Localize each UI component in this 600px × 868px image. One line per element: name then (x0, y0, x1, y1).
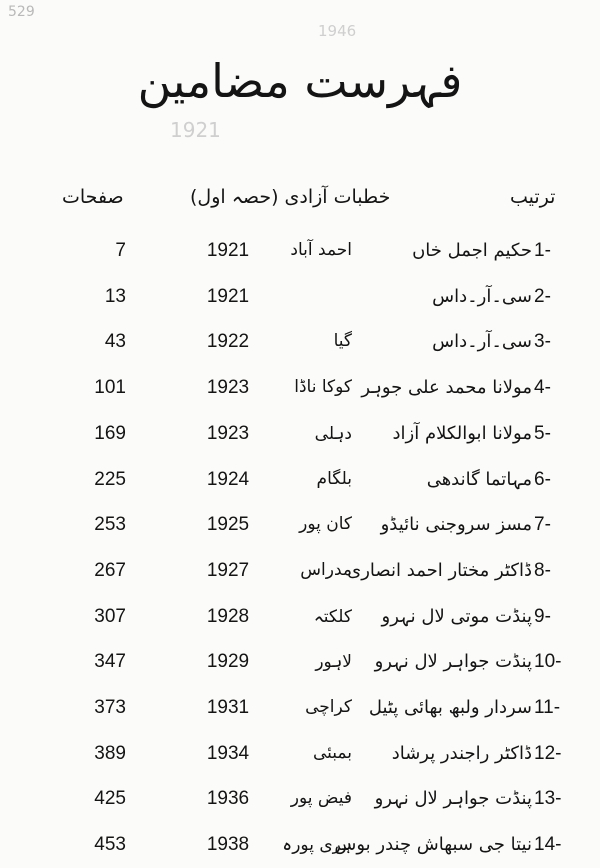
toc-year: 1929 (206, 651, 250, 673)
toc-speaker-name: حکیم اجمل خاں (412, 240, 532, 261)
toc-year: 1931 (206, 697, 250, 718)
toc-city: کوکا ناڈا (294, 377, 352, 398)
toc-speaker-name: مولانا ابوالکلام آزاد (392, 422, 532, 444)
toc-year: 1924 (206, 468, 250, 490)
toc-page-number: 307 (94, 605, 126, 627)
toc-serial: 12- (534, 742, 562, 764)
toc-row (0, 463, 600, 503)
toc-year: 1923 (206, 377, 250, 399)
toc-city: ہری پورہ (282, 835, 352, 856)
column-header-section: خطبات آزادی (حصہ اول) (190, 186, 391, 208)
toc-city: بلگام (316, 468, 352, 489)
toc-serial: 3- (534, 331, 551, 353)
toc-year: 1934 (206, 742, 250, 764)
toc-page-number: 101 (94, 377, 126, 399)
toc-row (0, 371, 600, 411)
toc-serial: 11- (534, 697, 561, 718)
toc-page-number: 169 (94, 422, 126, 444)
toc-city: دہلی (314, 423, 352, 444)
toc-page-number: 253 (94, 514, 126, 536)
toc-speaker-name: سی۔آر۔داس (432, 331, 532, 353)
column-header-pages: صفحات (62, 186, 124, 208)
toc-row (0, 645, 600, 685)
toc-serial: 9- (534, 605, 551, 627)
toc-row (0, 417, 600, 457)
toc-serial: 5- (534, 422, 551, 444)
toc-speaker-name: سردار ولبھ بھائی پٹیل (368, 697, 532, 718)
toc-row (0, 737, 600, 777)
toc-city: احمد آباد (290, 240, 352, 260)
toc-serial: 7- (534, 514, 551, 536)
toc-row (0, 280, 600, 320)
toc-city: کان پور (299, 514, 352, 535)
toc-speaker-name: ڈاکٹر راجندر پرشاد (391, 742, 532, 764)
toc-speaker-name: پنڈت جواہر لال نہرو (374, 788, 532, 810)
toc-city: بمبئی (313, 742, 352, 763)
toc-serial: 14- (534, 834, 562, 856)
toc-row (0, 508, 600, 548)
toc-page-number: 7 (115, 240, 126, 261)
bleed-year-top: 1946 (318, 22, 357, 40)
toc-row (0, 554, 600, 594)
toc-page-number: 453 (94, 834, 126, 856)
toc-year: 1921 (206, 285, 250, 307)
column-header-order: ترتیب (510, 186, 556, 208)
page-title: فہرست مضامین (137, 54, 463, 108)
toc-year: 1928 (206, 605, 250, 627)
toc-page-number: 425 (94, 788, 126, 810)
toc-page-number: 389 (94, 742, 126, 764)
toc-year: 1927 (206, 559, 250, 581)
toc-city: کراچی (305, 697, 352, 717)
toc-serial: 1- (534, 240, 551, 261)
toc-year: 1921 (206, 240, 250, 261)
toc-serial: 10- (534, 651, 562, 673)
toc-row (0, 600, 600, 640)
toc-year: 1938 (206, 834, 250, 856)
toc-row (0, 234, 600, 274)
toc-city: فیض پور (290, 788, 352, 809)
toc-serial: 6- (534, 468, 551, 490)
toc-year: 1925 (206, 514, 250, 536)
toc-page-number: 43 (104, 331, 126, 353)
toc-speaker-name: سی۔آر۔داس (432, 285, 532, 307)
toc-row (0, 691, 600, 731)
toc-row (0, 828, 600, 868)
toc-city: کلکتہ (313, 606, 352, 627)
toc-page-number: 267 (94, 559, 126, 581)
toc-speaker-name: مسز سروجنی نائیڈو (380, 514, 532, 536)
toc-speaker-name: نیتا جی سبھاش چندر بوس (334, 834, 532, 856)
toc-speaker-name: ڈاکٹر مختار احمد انصاری (347, 559, 532, 581)
toc-speaker-name: مولانا محمد علی جوہر (361, 377, 532, 399)
toc-serial: 13- (534, 788, 562, 810)
toc-page-number: 347 (94, 651, 126, 673)
toc-city: لاہور (315, 652, 352, 673)
toc-serial: 8- (534, 559, 551, 581)
toc-speaker-name: پنڈت موتی لال نہرو (381, 605, 532, 627)
toc-year: 1922 (206, 331, 250, 353)
bleed-year-mid: 1921 (170, 118, 221, 142)
toc-year: 1936 (206, 788, 250, 810)
toc-page-number: 225 (94, 468, 126, 490)
toc-year: 1923 (206, 422, 250, 444)
bleed-page-number: 529 (8, 4, 35, 20)
toc-row (0, 782, 600, 822)
toc-serial: 2- (534, 285, 551, 307)
toc-city: گیا (333, 331, 352, 352)
toc-speaker-name: پنڈت جواہر لال نہرو (374, 651, 532, 673)
toc-speaker-name: مہاتما گاندھی (426, 468, 532, 490)
toc-row (0, 325, 600, 365)
toc-page-number: 13 (104, 285, 126, 307)
toc-city: مدراس (300, 559, 352, 580)
toc-page-number: 373 (94, 697, 126, 718)
toc-serial: 4- (534, 377, 551, 399)
